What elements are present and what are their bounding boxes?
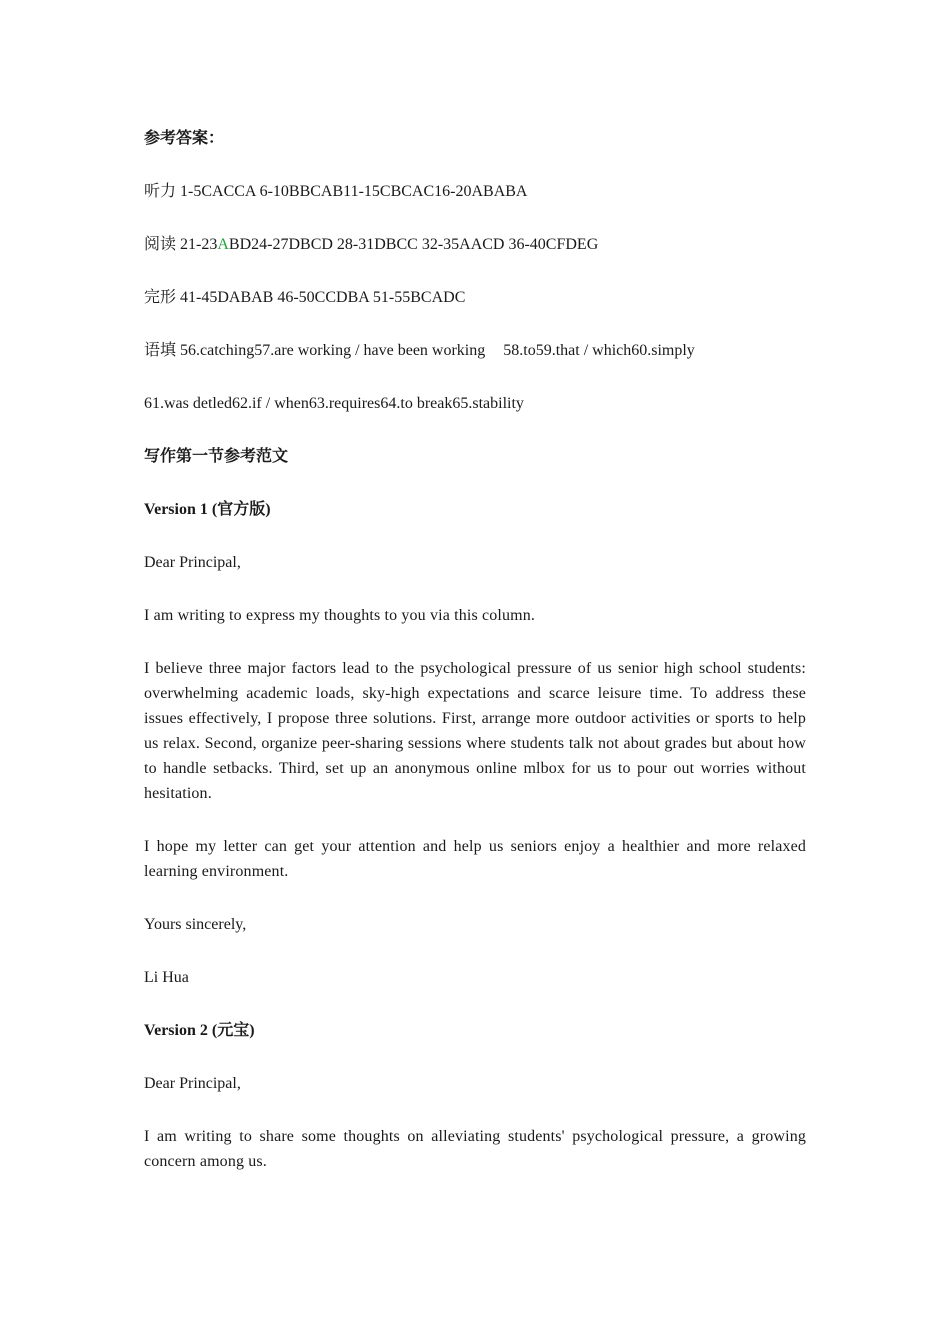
grammar-fill-line2: 61.was detled62.if / when63.requires64.to break65.stability (144, 395, 524, 412)
cloze-text: 41-45DABAB 46-50CCDBA 51-55BCADC (180, 289, 466, 306)
writing-heading: 写作第一节参考范文 (144, 448, 289, 465)
version2-paragraph-1: I am writing to share some thoughts on alleviating students' psychological pressure, a growing concern among us. (144, 1128, 806, 1170)
version1-closing: Yours sincerely, (144, 916, 247, 933)
reading-highlight: A (217, 236, 229, 253)
grammar-fill-label: 语填 (144, 342, 177, 359)
version1-paragraph-3: I hope my letter can get your attention and help us seniors enjoy a healthier and more relaxed learning environment. (144, 838, 806, 880)
version2-greeting: Dear Principal, (144, 1075, 241, 1092)
document-page (144, 126, 806, 1202)
version1-heading: Version 1 (官方版) (144, 501, 271, 518)
answers-heading: 参考答案： (144, 130, 225, 147)
grammar-fill-answers (144, 338, 806, 363)
version1-paragraph-1: I am writing to express my thoughts to you via this column. (144, 607, 536, 624)
reading-answers (144, 232, 806, 257)
reading-text-post: BD24-27DBCD 28-31DBCC 32-35AACD 36-40CFDEG (228, 236, 599, 253)
version2-heading: Version 2 (元宝) (144, 1022, 255, 1039)
listening-label: 听力 (144, 183, 177, 200)
listening-text: 1-5CACCA 6-10BBCAB11-15CBCAC16-20ABABA (180, 183, 528, 200)
version1-greeting: Dear Principal, (144, 554, 241, 571)
grammar-fill-text-a: 56.catching57.are working / have been working (180, 342, 486, 359)
cloze-answers (144, 285, 806, 310)
version1-paragraph-2: I believe three major factors lead to the psychological pressure of us senior high school students: overwhelming academic loads, sky-high expectations and scarce leisure time. To address these issues effectively, I propose three solutions. First, arrange more outdoor activities or sports to help us relax. Second, organize peer-sharing sessions where students talk not about grades but about how to handle setbacks. Third, set up an anonymous online mlbox for us to pour out worries without hesitation. (144, 660, 806, 802)
listening-answers (144, 179, 806, 204)
grammar-fill-text-b: 58.to59.that / which60.simply (503, 342, 695, 359)
reading-label: 阅读 (144, 236, 177, 253)
version1-signature: Li Hua (144, 969, 189, 986)
reading-text-pre: 21-23 (180, 236, 218, 253)
cloze-label: 完形 (144, 289, 177, 306)
